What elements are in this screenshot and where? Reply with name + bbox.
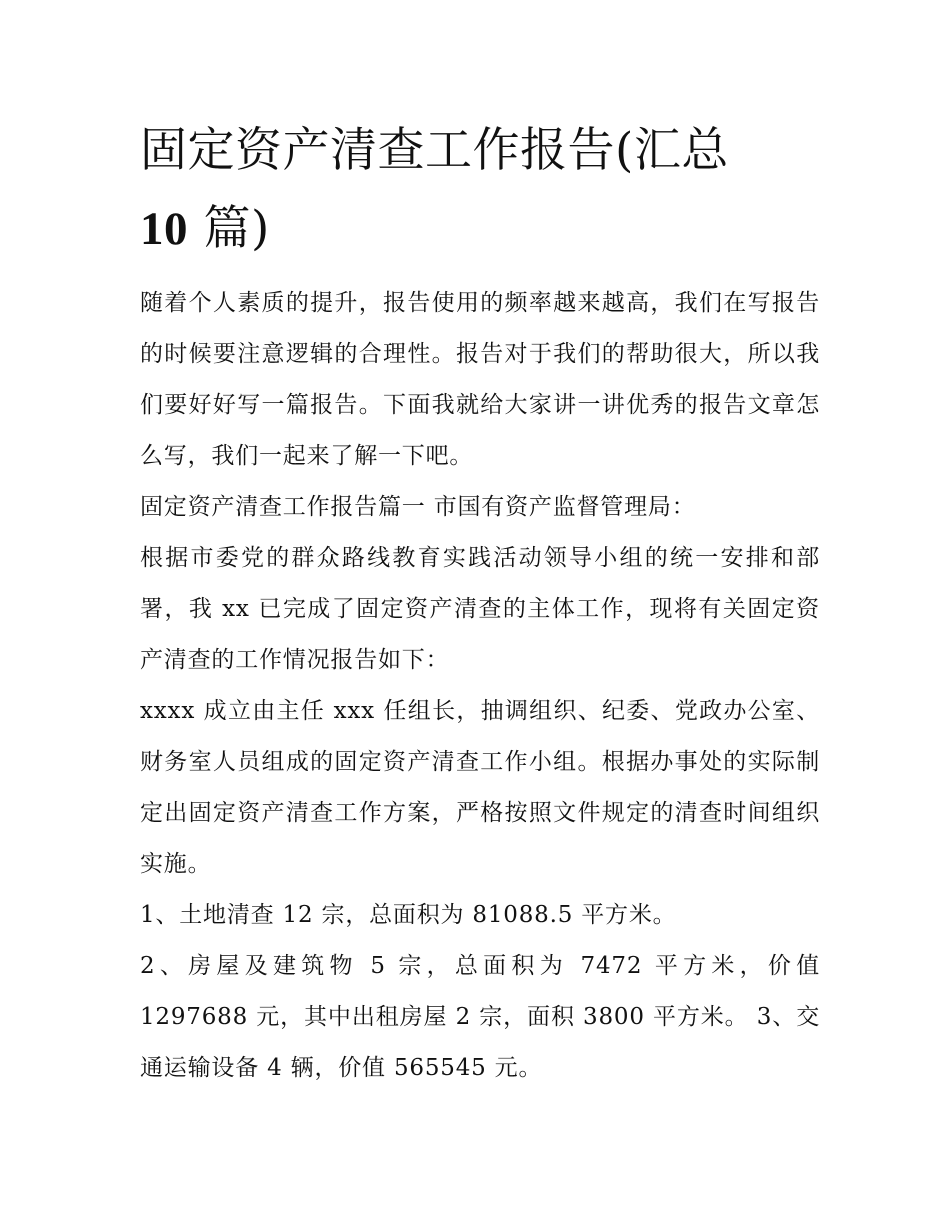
- buildings-vehicles-paragraph: 2、房屋及建筑物 5 宗，总面积为 7472 平方米，价值 1297688 元，其中出租房屋 2 宗，面积 3800 平方米。 3、交通运输设备 4 辆，价值 565545 元。: [140, 953, 820, 1081]
- section-heading-paragraph: 固定资产清查工作报告篇一 市国有资产监督管理局：: [140, 494, 696, 520]
- title-count: 10: [140, 203, 188, 255]
- title-tail: 篇): [203, 201, 270, 256]
- document-title: [140, 112, 820, 268]
- title-main: 固定资产清查工作报告(汇总: [140, 123, 729, 178]
- intro-paragraph: 随着个人素质的提升，报告使用的频率越来越高，我们在写报告的时候要注意逻辑的合理性。报告对于我们的帮助很大，所以我们要好好写一篇报告。下面我就给大家讲一讲优秀的报告文章怎么写，我们一起来了解一下吧。: [140, 290, 820, 469]
- document-body: [140, 112, 820, 1094]
- basis-paragraph: 根据市委党的群众路线教育实践活动领导小组的统一安排和部署，我 xx 已完成了固定资产清查的主体工作，现将有关固定资产清查的工作情况报告如下：: [140, 545, 820, 673]
- organization-paragraph: xxxx 成立由主任 xxx 任组长，抽调组织、纪委、党政办公室、财务室人员组成的固定资产清查工作小组。根据办事处的实际制定出固定资产清查工作方案，严格按照文件规定的清查时间组织实施。: [140, 698, 820, 877]
- land-item-paragraph: 1、土地清查 12 宗，总面积为 81088.5 平方米。: [140, 902, 677, 928]
